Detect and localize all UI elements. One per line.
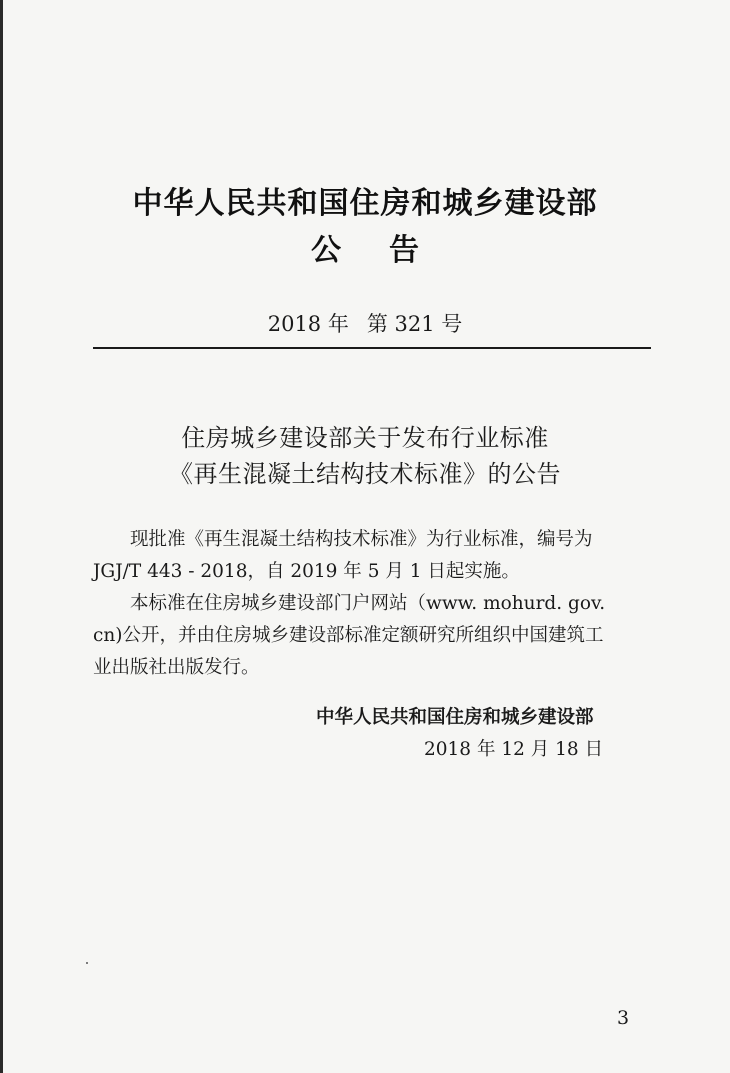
document-title-line-1: 住房城乡建设部关于发布行业标准	[181, 424, 549, 452]
body-paragraph-2	[93, 588, 653, 684]
body-paragraph-1	[93, 524, 653, 588]
notice-label-heading: 公告	[311, 233, 467, 268]
scan-speck	[86, 962, 88, 964]
paragraph-2-line-3: 业出版社出版发行。	[93, 657, 260, 678]
signature-date: 2018 年 12 月 18 日	[424, 739, 604, 760]
header-divider	[93, 347, 651, 349]
ministry-heading: 中华人民共和国住房和城乡建设部	[132, 186, 598, 221]
paragraph-1-line-1: 现批准《再生混凝土结构技术标准》为行业标准，编号为	[130, 529, 593, 550]
signature-organization: 中华人民共和国住房和城乡建设部	[316, 707, 594, 728]
paragraph-2-line-1: 本标准在住房城乡建设部门户网站（www. mohurd. gov.	[130, 593, 606, 614]
notice-year: 2018 年	[267, 312, 349, 336]
page-spine-edge	[0, 0, 3, 1073]
paragraph-1-line-2: JGJ/T 443 - 2018，自 2019 年 5 月 1 日起实施。	[93, 561, 520, 582]
document-title-line-2: 《再生混凝土结构技术标准》的公告	[169, 460, 561, 488]
page-number: 3	[617, 1007, 630, 1029]
paragraph-2-line-2: cn)公开，并由住房城乡建设部标准定额研究所组织中国建筑工	[93, 625, 604, 646]
notice-serial: 第 321 号	[366, 312, 463, 336]
notice-number	[0, 308, 730, 338]
